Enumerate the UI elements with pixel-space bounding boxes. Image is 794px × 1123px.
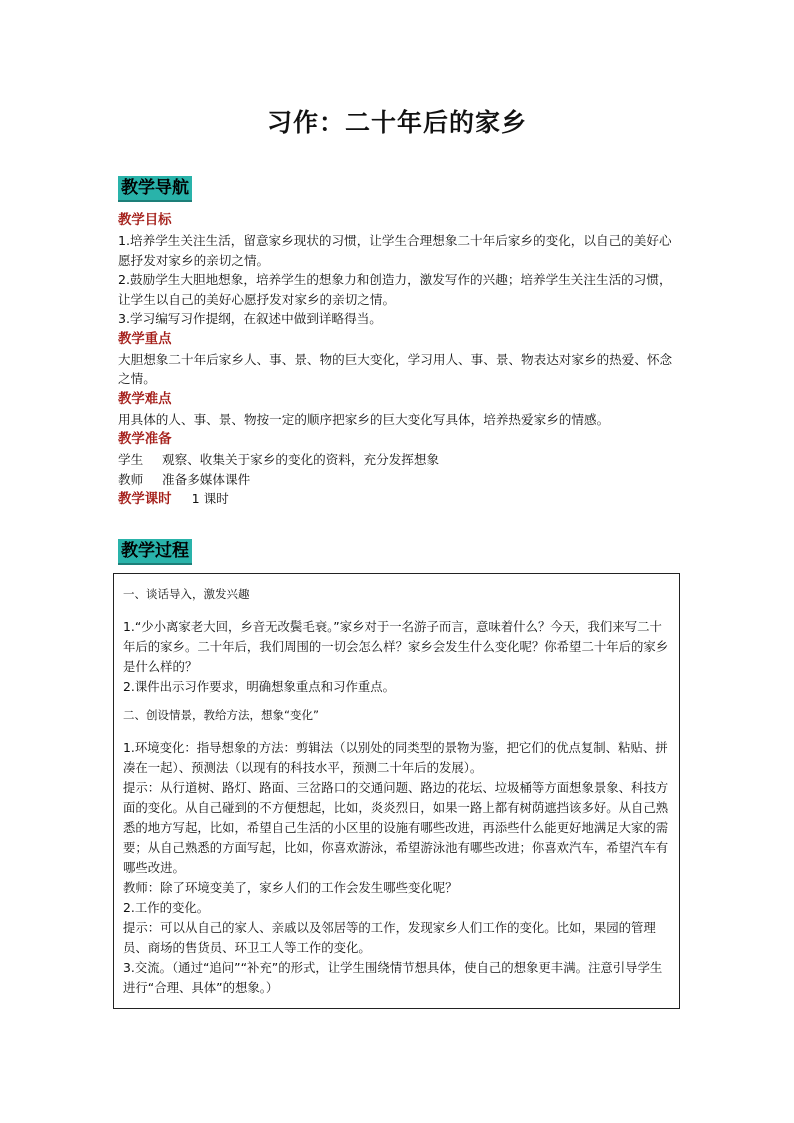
process-section-heading: 一、谈话导入，激发兴趣 [123,587,250,601]
process-paragraph: 3.交流。（通过“追问”“补充”的形式，让学生围绕情节想具体，使自己的想象更丰满。注意引导学生进行“合理、具体”的想象。） [123,960,663,995]
preparation-role: 教师 [118,471,144,487]
key-points-heading: 教学重点 [118,331,172,347]
section-tag-teaching-process: 教学过程 [118,539,192,565]
teaching-process-box [113,573,680,1009]
class-hours-heading: 教学课时 [118,492,172,507]
goal-item: 2.鼓励学生大胆地想象，培养学生的想象力和创造力，激发写作的兴趣；培养学生关注生活的习惯，让学生以自己的美好心愿抒发对家乡的亲切之情。 [118,272,672,307]
preparation-row [118,450,680,470]
process-paragraph: 1.环境变化：指导想象的方法：剪辑法（以别处的同类型的景物为鉴，把它们的优点复制、粘贴、拼凑在一起）、预测法（以现有的科技水平，预测二十年后的发展）。 [123,740,668,775]
difficulty-heading: 教学难点 [118,391,172,407]
process-paragraph: 提示：从行道树、路灯、路面、三岔路口的交通问题、路边的花坛、垃圾桶等方面想象景象、科技方面的变化。从自己碰到的不方便想起，比如，炎炎烈日，如果一路上都有树荫遮挡该多好。从自己熟悉的地方写起，比如，希望自己生活的小区里的设施有哪些改进，再添些什么能更好地满足大家的需要；从自己熟悉的方面写起，比如，你喜欢游泳，希望游泳池有哪些改进；你喜欢汽车，希望汽车有哪些改进。 [123,780,669,875]
teaching-navigation [118,210,680,510]
process-section-heading: 二、创设情景，教给方法，想象“变化” [123,708,319,722]
section-tag-teaching-navigation: 教学导航 [118,176,192,202]
difficulty-text: 用具体的人、事、景、物按一定的顺序把家乡的巨大变化写具体，培养热爱家乡的情感。 [118,411,610,427]
class-hours-row [118,489,680,510]
goals-heading: 教学目标 [118,213,172,228]
goal-item: 1.培养学生关注生活，留意家乡现状的习惯，让学生合理想象二十年后家乡的变化，以自己的美好心愿抒发对家乡的亲切之情。 [118,233,672,268]
process-paragraph: 2.课件出示习作要求，明确想象重点和习作重点。 [123,679,396,694]
preparation-heading: 教学准备 [118,432,172,447]
process-paragraph: 1.“少小离家老大回，乡音无改鬓毛衰。”家乡对于一名游子而言，意味着什么？今天，我们来写二十年后的家乡。二十年后，我们周围的一切会怎么样？家乡会发生什么变化呢？你希望二十年后的家乡是什么样的？ [123,619,669,674]
preparation-task: 准备多媒体课件 [162,471,251,487]
goal-item: 3.学习编写习作提纲，在叙述中做到详略得当。 [118,311,382,326]
page-title: 习作：二十年后的家乡 [266,108,527,137]
process-paragraph: 教师：除了环境变美了，家乡人们的工作会发生哪些变化呢？ [123,880,458,895]
preparation-row [118,470,680,490]
preparation-task: 观察、收集关于家乡的变化的资料，充分发挥想象 [162,452,440,467]
preparation-role: 学生 [118,452,144,467]
process-paragraph: 2.工作的变化。 [123,900,210,915]
key-points-text: 大胆想象二十年后家乡人、事、景、物的巨大变化，学习用人、事、景、物表达对家乡的热爱、怀念之情。 [118,351,673,386]
class-hours-value: 1 课时 [191,491,229,506]
process-paragraph: 提示：可以从自己的家人、亲戚以及邻居等的工作，发现家乡人们工作的变化。比如，果园的管理员、商场的售货员、环卫工人等工作的变化。 [123,920,656,955]
